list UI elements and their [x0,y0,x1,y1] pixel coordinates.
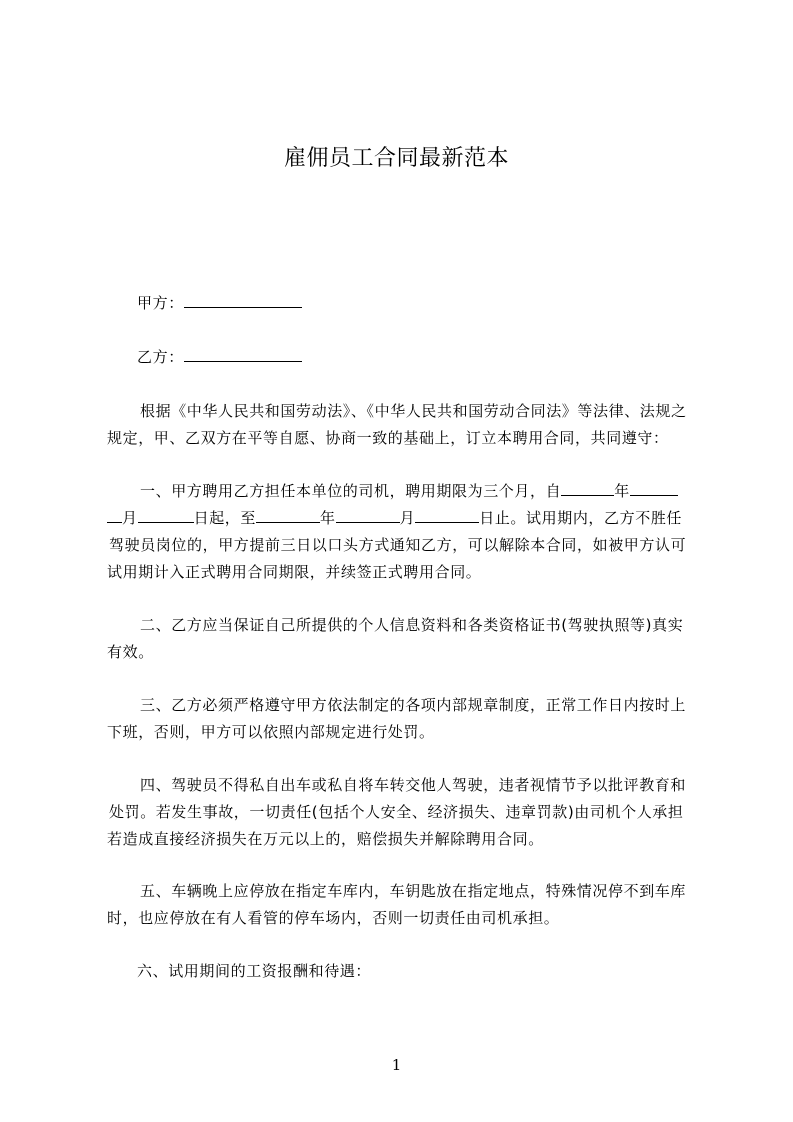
clause1-line-3: 驾驶员岗位的，甲方提前三日以口头方式通知乙方，可以解除本合同，如被甲方认可 [109,536,687,554]
clause6-line: 六、试用期间的工资报酬和待遇： [137,962,372,980]
clause1-line-1 [140,480,678,501]
clause5-line-1: 五、车辆晚上应停放在指定车库内，车钥匙放在指定地点，特殊情况停不到车库 [140,882,687,900]
party-b-label: 乙方： [137,348,184,366]
end-day-label: 日止。试用期内，乙方不胜任 [479,509,683,527]
clause2-line-2: 有效。 [107,643,154,661]
clause1-line-4: 试用期计入正式聘用合同期限，并续签正式聘用合同。 [107,563,482,581]
document-title: 雇佣员工合同最新范本 [283,146,509,171]
clause5-line-2: 时，也应停放在有人看管的停车场内，否则一切责任由司机承担。 [107,909,560,927]
intro-line-1: 根据《中华人民共和国劳动法》、《中华人民共和国劳动合同法》等法律、法规之 [140,402,687,420]
party-b-blank [184,347,302,362]
clause1-line-2 [107,507,682,528]
clause1-text-1: 一、甲方聘用乙方担任本单位的司机，聘用期限为三个月，自 [140,482,562,500]
start-month-label: 月 [122,509,138,527]
party-a-line [137,292,302,313]
intro-line-2: 规定，甲、乙双方在平等自愿、协商一致的基础上，订立本聘用合同，共同遵守： [107,429,669,447]
clause4-line-3: 若造成直接经济损失在万元以上的，赔偿损失并解除聘用合同。 [107,830,544,848]
start-year-blank [561,481,614,496]
start-year-label: 年 [614,482,630,500]
party-b-line [137,346,302,367]
clause3-line-1: 三、乙方必须严格遵守甲方依法制定的各项内部规章制度，正常工作日内按时上 [140,696,687,714]
party-a-label: 甲方： [137,294,184,312]
clause2-line-1: 二、乙方应当保证自己所提供的个人信息资料和各类资格证书(驾驶执照等)真实 [140,616,684,634]
page-number: 1 [391,1056,402,1074]
end-year-blank [256,508,320,523]
clause4-line-2: 处罚。若发生事故，一切责任(包括个人安全、经济损失、违章罚款)由司机个人承担 [109,803,684,821]
clause3-line-2: 下班，否则，甲方可以依照内部规定进行处罚。 [107,723,435,741]
end-month-blank [336,508,400,523]
party-a-blank [184,293,302,308]
clause4-line-1: 四、驾驶员不得私自出车或私自将车转交他人驾驶，违者视情节予以批评教育和 [140,776,687,794]
end-month-label: 月 [399,509,416,527]
start-month-blank-a [630,481,678,496]
start-day-label: 日起，至 [193,509,257,527]
end-day-blank [415,508,479,523]
end-year-label: 年 [320,509,336,527]
start-day-blank [138,508,194,523]
start-month-blank-b [107,508,122,523]
